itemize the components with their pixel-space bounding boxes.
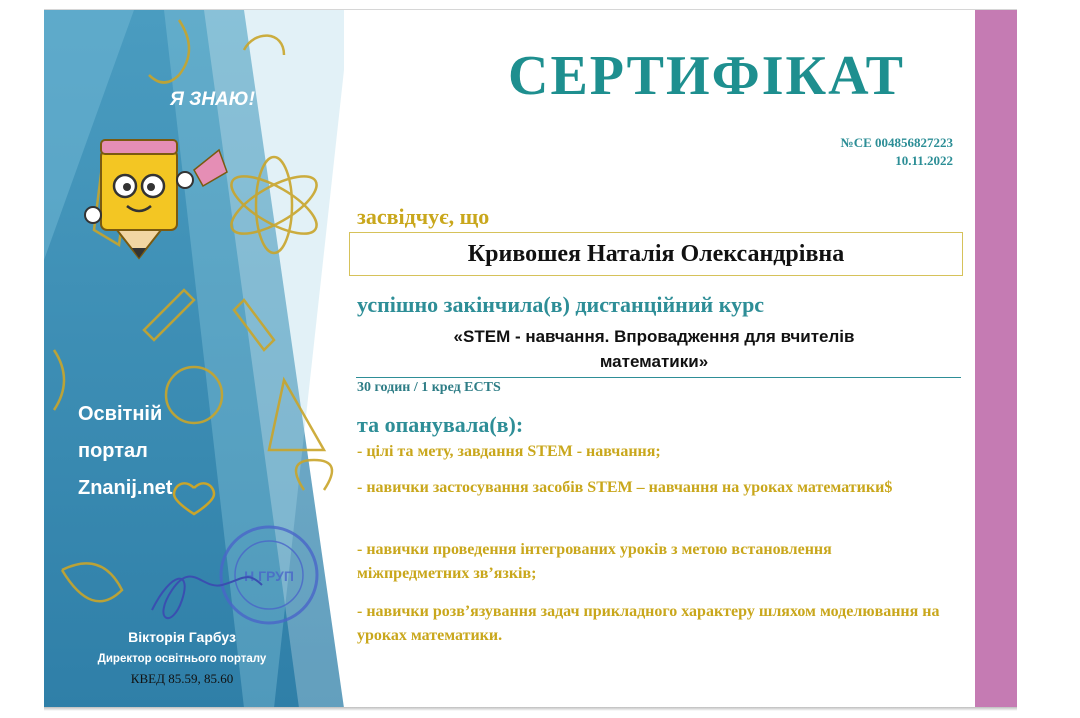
official-stamp bbox=[221, 527, 317, 623]
certificate-date: 10.11.2022 bbox=[895, 153, 953, 168]
skill-item: - навички проведення інтегрованих уроків з метою встановлення міжпредметних зв’язків; bbox=[357, 541, 832, 582]
certificate-title: СЕРТИФІКАТ bbox=[508, 45, 905, 107]
portal-line-3: Znanij.net bbox=[78, 477, 173, 499]
recipient-name: Кривошея Наталія Олександрівна bbox=[349, 232, 963, 276]
course-title-line-1: «STEM - навчання. Впровадження для вчителів bbox=[453, 327, 855, 346]
course-title-line-2: математики» bbox=[599, 352, 709, 371]
completion-text: успішно закінчила(в) дистанційний курс bbox=[357, 292, 765, 317]
certificate-number-block bbox=[841, 134, 953, 170]
mastered-heading: та опанувала(в): bbox=[357, 412, 524, 437]
signer-name: Вікторія Гарбуз bbox=[128, 629, 236, 645]
kved-text: КВЕД 85.59, 85.60 bbox=[130, 671, 234, 686]
left-brand-panel bbox=[44, 10, 344, 708]
course-hours: 30 годин / 1 кред ECTS bbox=[357, 380, 501, 395]
portal-line-1: Освітній bbox=[78, 403, 163, 425]
certificate-page bbox=[44, 9, 1017, 709]
course-title bbox=[374, 324, 934, 374]
witness-text: засвідчує, що bbox=[357, 204, 490, 229]
skill-item: - цілі та мету, завдання STEM - навчання; bbox=[357, 443, 661, 460]
skill-item: - навички застосування засобів STEM – навчання на уроках математики$ bbox=[357, 479, 893, 496]
skill-item: - навички розв’язування задач прикладного характеру шляхом моделювання на уроках математики. bbox=[357, 603, 940, 644]
portal-line-2: портал bbox=[78, 440, 148, 462]
signer-title: Директор освітнього порталу bbox=[97, 653, 267, 665]
tagline-text: Я ЗНАЮ! bbox=[170, 89, 255, 110]
right-accent-bar bbox=[975, 10, 1017, 708]
page-shadow bbox=[44, 707, 1017, 711]
divider bbox=[356, 377, 961, 378]
certificate-number: №СЕ 004856827223 bbox=[840, 135, 953, 150]
stamp-text: Н ГРУП bbox=[244, 568, 294, 584]
